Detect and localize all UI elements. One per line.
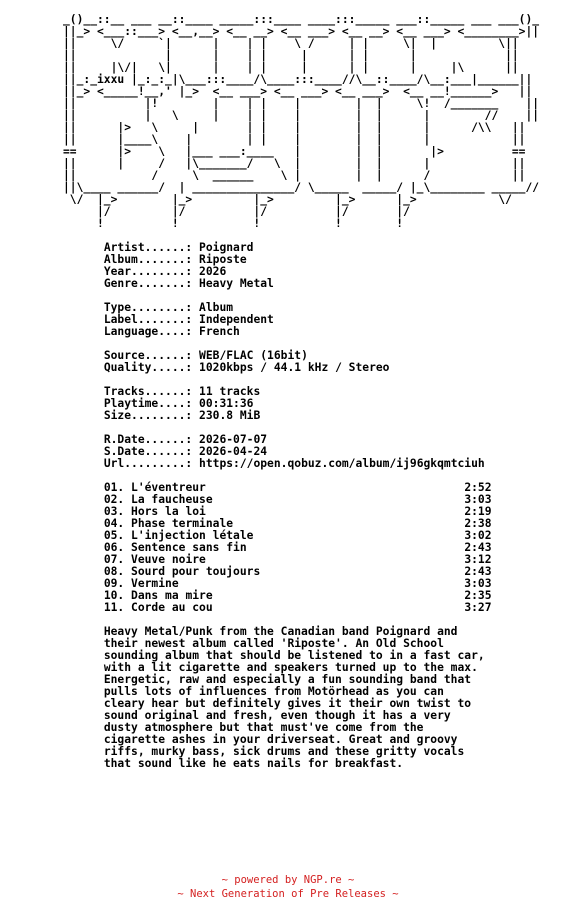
- album-url[interactable]: https://open.qobuz.com/album/ij96gkqmtciuh: [199, 457, 485, 470]
- tagline-footer: ~ Next Generation of Pre Releases ~: [177, 888, 399, 900]
- field-key: Genre.......:: [103, 277, 193, 290]
- description-text: pulls lots of influences from Motörhead as you can: [103, 685, 444, 698]
- field-value: Riposte: [199, 253, 247, 266]
- genre-field: [63, 278, 573, 290]
- field-key: Source......:: [103, 349, 193, 362]
- nfo-document: [63, 14, 573, 770]
- track-number: 04.: [103, 517, 125, 530]
- track-number: 05.: [103, 529, 125, 542]
- track-title: Dans ma mire: [131, 589, 213, 602]
- track-row: [63, 602, 573, 614]
- field-key: Quality.....:: [103, 361, 193, 374]
- track-padding: [213, 601, 465, 614]
- description-text: dusty atmosphere but that must've come from the: [103, 721, 424, 734]
- description-text: sounding album that should be listened to in a fast car,: [103, 649, 485, 662]
- tracklist: [63, 482, 573, 614]
- field-value: 11 tracks: [199, 385, 261, 398]
- description-text: cigarette ashes in your driverseat. Great and groovy: [103, 733, 458, 746]
- track-title: Phase terminale: [131, 517, 234, 530]
- description-text: riffs, murky bass, sick drums and these gritty vocals: [103, 745, 465, 758]
- field-value: 1020kbps / 44.1 kHz / Stereo: [199, 361, 390, 374]
- field-key: R.Date......:: [103, 433, 193, 446]
- description-line: [63, 758, 573, 770]
- description-text: Energetic, raw and especially a fun sounding band that: [103, 673, 472, 686]
- field-value: 230.8 MiB: [199, 409, 261, 422]
- field-key: Playtime....:: [103, 397, 193, 410]
- field-value: Independent: [199, 313, 274, 326]
- language-field: [63, 326, 573, 338]
- description-text: Heavy Metal/Punk from the Canadian band Poignard and: [103, 625, 458, 638]
- track-number: 11.: [103, 601, 125, 614]
- field-key: Artist......:: [103, 241, 193, 254]
- field-value: WEB/FLAC (16bit): [199, 349, 308, 362]
- field-key: Language....:: [103, 325, 193, 338]
- field-value: Album: [199, 301, 234, 314]
- field-value: 2026-04-24: [199, 445, 268, 458]
- track-duration: 3:12: [464, 553, 492, 566]
- track-title: L'injection létale: [131, 529, 254, 542]
- ascii-logo: _()__::__ ___ __::____ _____:::____ ____:::_____ ___::_____ ___ ___()_ ||_> <___::___> <__,__> <__ __> <__ ___> <__ __> <__ ___> <________>|| || \/ `| | | | \ / | | \| | \|| || | | | | | | | | || || |\/| \| | | | | | | | |\ || ||_:_ixxu |_:_:_|\___:::____/\____:::____//\__::____/\__:___|______|| ||_> <_____!__,' |_> <__ ___> <__ ___> <__ ___> <__ __!______> || || |! | | | | | | \! /_______ || || | \ | | | | | | | // || || |> \ | | | | | | | /\\ || || |____\ | | | | | | | || == |> \ |___ ___:____ | | | |> == || | / |\_______/ \ | | | | || || / \ ______ \ | | | / || ||\____ ______/ | _______________/ \_____ _____/ |_\________ _____// \/ |_> |_> |_> |_> |_> \/ |/ |/ |/ |/ |/ ! ! ! ! !: [63, 13, 540, 230]
- description-text: their newest album called 'Riposte'. An Old School: [103, 637, 444, 650]
- track-title: Corde au cou: [131, 601, 213, 614]
- field-key: Size........:: [103, 409, 193, 422]
- track-number: 09.: [103, 577, 125, 590]
- description-text: cleary hear but definitely gives it their own twist to: [103, 697, 472, 710]
- field-value: Poignard: [199, 241, 254, 254]
- track-number: 06.: [103, 541, 125, 554]
- description-text: that sound like he eats nails for breakfast.: [103, 757, 404, 770]
- track-duration: 3:02: [464, 529, 492, 542]
- track-duration: 3:27: [464, 601, 492, 614]
- release-description: [63, 626, 573, 770]
- track-duration: 2:43: [464, 541, 492, 554]
- track-duration: 2:43: [464, 565, 492, 578]
- url-field: [63, 458, 573, 470]
- field-key: Url.........:: [103, 457, 193, 470]
- track-title: La faucheuse: [131, 493, 213, 506]
- track-duration: 2:35: [464, 589, 492, 602]
- track-duration: 3:03: [464, 577, 492, 590]
- track-duration: 2:38: [464, 517, 492, 530]
- track-number: 02.: [103, 493, 125, 506]
- track-number: 08.: [103, 565, 125, 578]
- field-key: Album.......:: [103, 253, 193, 266]
- track-duration: 2:19: [464, 505, 492, 518]
- field-key: Label.......:: [103, 313, 193, 326]
- powered-by-footer: ~ powered by NGP.re ~: [221, 874, 355, 886]
- track-title: Veuve noire: [131, 553, 206, 566]
- description-text: with a lit cigarette and speakers turned up to the max.: [103, 661, 478, 674]
- track-title: Vermine: [131, 577, 179, 590]
- field-key: Year........:: [103, 265, 193, 278]
- track-number: 03.: [103, 505, 125, 518]
- field-value: Heavy Metal: [199, 277, 274, 290]
- field-key: S.Date......:: [103, 445, 193, 458]
- field-value: 00:31:36: [199, 397, 254, 410]
- quality-field: [63, 362, 573, 374]
- field-key: Type........:: [103, 301, 193, 314]
- track-title: Sourd pour toujours: [131, 565, 261, 578]
- track-duration: 2:52: [464, 481, 492, 494]
- track-title: Hors la loi: [131, 505, 206, 518]
- track-number: 10.: [103, 589, 125, 602]
- field-value: 2026: [199, 265, 227, 278]
- track-number: 07.: [103, 553, 125, 566]
- field-key: Tracks......:: [103, 385, 193, 398]
- field-value: 2026-07-07: [199, 433, 268, 446]
- description-text: sound original and fresh, even though it has a very: [103, 709, 451, 722]
- track-title: Sentence sans fin: [131, 541, 247, 554]
- track-duration: 3:03: [464, 493, 492, 506]
- field-value: French: [199, 325, 240, 338]
- track-title: L'éventreur: [131, 481, 206, 494]
- size-field: [63, 410, 573, 422]
- track-number: 01.: [103, 481, 125, 494]
